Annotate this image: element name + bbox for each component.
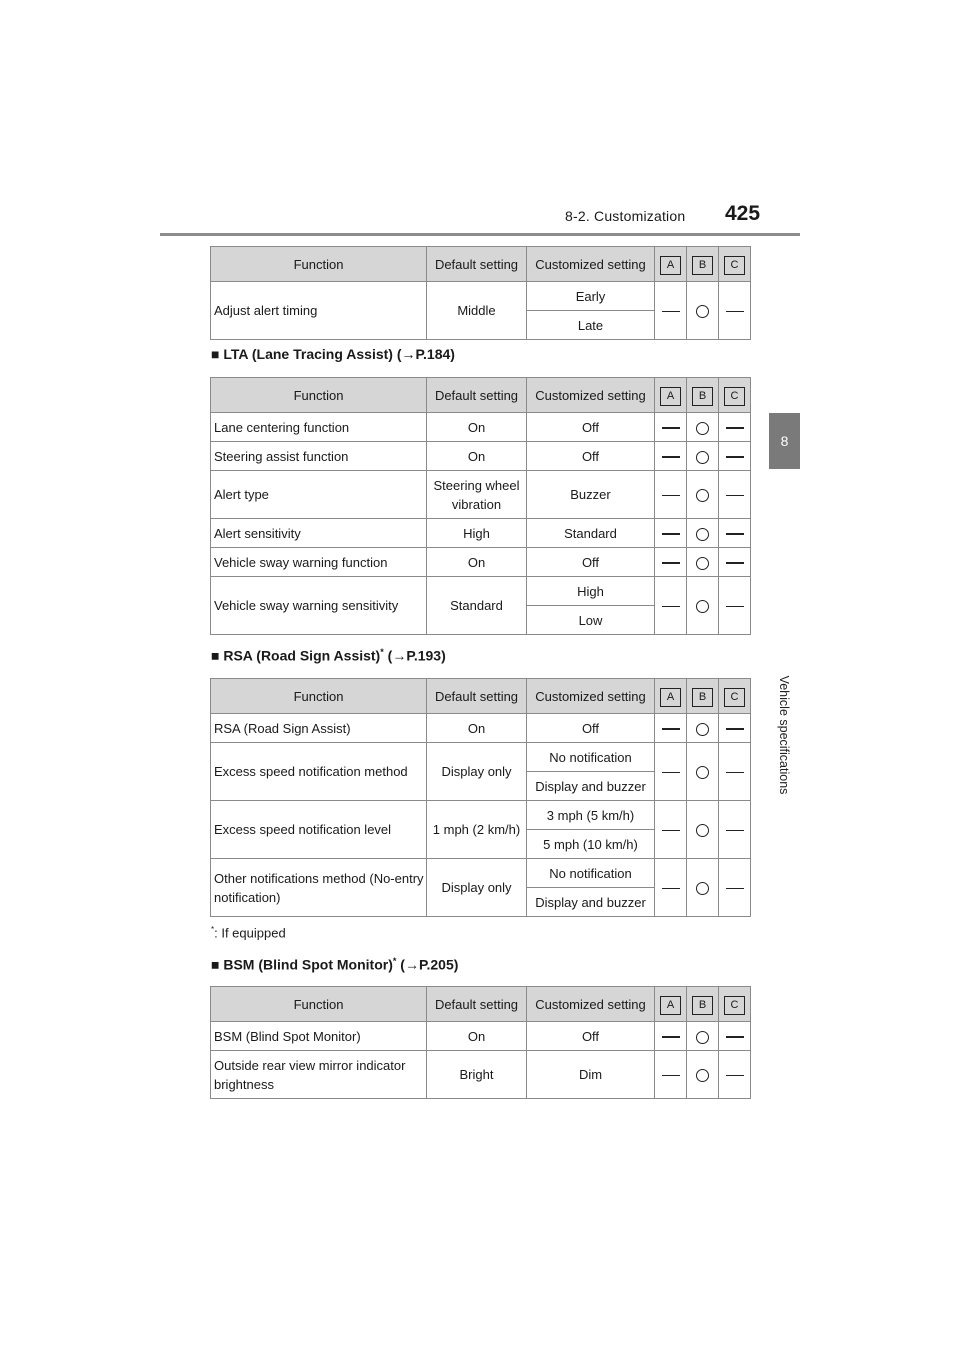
dash-mark-icon (662, 562, 680, 563)
function-cell: Alert type (211, 471, 427, 519)
function-cell: Lane centering function (211, 413, 427, 442)
footnote-marker: * (380, 647, 384, 657)
table-bsm (210, 986, 751, 1099)
dash-mark-icon (726, 1075, 744, 1076)
table-lta (210, 377, 751, 635)
default-cell: Steering wheel vibration (427, 471, 527, 519)
dash-mark-icon (662, 728, 680, 729)
default-cell: On (427, 714, 527, 743)
option-cell: Off (527, 413, 655, 442)
option-cell: No notification (527, 859, 655, 888)
circle-mark-icon (696, 600, 709, 613)
rsa-heading-text: RSA (Road Sign Assist) (223, 647, 381, 664)
applicability-b-cell (687, 282, 719, 340)
col-c-box: C (724, 387, 745, 406)
col-c-header (719, 247, 751, 282)
table-row (211, 801, 751, 830)
option-cell: Off (527, 548, 655, 577)
bsm-heading: ■ BSM (Blind Spot Monitor)* (→P.205) (211, 956, 459, 973)
dash-mark-icon (726, 728, 744, 729)
lta-page-ref[interactable]: P.184) (415, 346, 455, 362)
option-cell: 5 mph (10 km/h) (527, 830, 655, 859)
col-c-header (719, 987, 751, 1022)
table-row (211, 1051, 751, 1099)
applicability-a-cell (655, 859, 687, 917)
col-function-header: Function (211, 987, 427, 1022)
col-b-header (687, 987, 719, 1022)
bsm-page-ref[interactable]: P.205) (418, 956, 459, 973)
circle-mark-icon (696, 451, 709, 464)
dash-mark-icon (662, 495, 680, 496)
option-cell: Off (527, 442, 655, 471)
square-bullet-icon: ■ (211, 647, 220, 664)
square-bullet-icon: ■ (211, 956, 220, 973)
applicability-a-cell (655, 282, 687, 340)
dash-mark-icon (662, 606, 680, 607)
col-default-header: Default setting (427, 679, 527, 714)
option-cell: Buzzer (527, 471, 655, 519)
default-cell: Bright (427, 1051, 527, 1099)
applicability-a-cell (655, 577, 687, 635)
applicability-b-cell (687, 801, 719, 859)
footnote (211, 925, 286, 940)
footnote-marker: * (211, 925, 215, 934)
dash-mark-icon (726, 562, 744, 563)
col-function-header: Function (211, 679, 427, 714)
col-a-header (655, 247, 687, 282)
rsa-page-ref[interactable]: P.193) (406, 647, 446, 664)
applicability-b-cell (687, 714, 719, 743)
footnote-text: : If equipped (214, 925, 286, 941)
function-cell: RSA (Road Sign Assist) (211, 714, 427, 743)
dash-mark-icon (726, 1036, 744, 1037)
table-header (211, 679, 751, 714)
section-tab (769, 413, 800, 469)
arrow-right-icon: → (392, 647, 407, 664)
applicability-c-cell (719, 471, 751, 519)
function-cell: Outside rear view mirror indicator brightness (211, 1051, 427, 1099)
applicability-c-cell (719, 548, 751, 577)
table-header (211, 378, 751, 413)
applicability-b-cell (687, 519, 719, 548)
table-row (211, 577, 751, 606)
dash-mark-icon (726, 533, 744, 534)
applicability-b-cell (687, 743, 719, 801)
function-cell: Steering assist function (211, 442, 427, 471)
table-row (211, 413, 751, 442)
table-row (211, 859, 751, 888)
dash-mark-icon (726, 311, 744, 312)
dash-mark-icon (662, 888, 680, 889)
circle-mark-icon (696, 1069, 709, 1082)
dash-mark-icon (662, 427, 680, 428)
applicability-c-cell (719, 1051, 751, 1099)
option-cell: Early (527, 282, 655, 311)
option-cell: Off (527, 714, 655, 743)
applicability-b-cell (687, 577, 719, 635)
applicability-a-cell (655, 801, 687, 859)
circle-mark-icon (696, 1031, 709, 1044)
table-header-row (211, 247, 751, 282)
col-default-header: Default setting (427, 378, 527, 413)
table-row (211, 519, 751, 548)
table-header (211, 247, 751, 282)
col-a-box: A (660, 256, 681, 275)
function-cell: Other notifications method (No-entry notification) (211, 859, 427, 917)
col-customized-header: Customized setting (527, 378, 655, 413)
option-cell: Display and buzzer (527, 772, 655, 801)
header-rule (160, 233, 800, 236)
function-cell: BSM (Blind Spot Monitor) (211, 1022, 427, 1051)
applicability-a-cell (655, 1022, 687, 1051)
col-c-box: C (724, 996, 745, 1015)
table-row (211, 548, 751, 577)
col-b-box: B (692, 387, 713, 406)
applicability-b-cell (687, 413, 719, 442)
col-function-header: Function (211, 378, 427, 413)
applicability-c-cell (719, 442, 751, 471)
lta-heading-text: LTA (Lane Tracing Assist) ( (223, 346, 402, 362)
dash-mark-icon (662, 456, 680, 457)
applicability-c-cell (719, 519, 751, 548)
option-cell: High (527, 577, 655, 606)
dash-mark-icon (662, 311, 680, 312)
default-cell: 1 mph (2 km/h) (427, 801, 527, 859)
circle-mark-icon (696, 824, 709, 837)
table-row (211, 714, 751, 743)
applicability-a-cell (655, 519, 687, 548)
default-cell: Display only (427, 743, 527, 801)
option-cell: Dim (527, 1051, 655, 1099)
col-b-header (687, 378, 719, 413)
dash-mark-icon (726, 495, 744, 496)
arrow-right-icon: → (404, 956, 419, 973)
rsa-heading: ■ RSA (Road Sign Assist)* (→P.193) (211, 647, 446, 664)
default-cell: On (427, 413, 527, 442)
col-customized-header: Customized setting (527, 987, 655, 1022)
table-header-row (211, 987, 751, 1022)
circle-mark-icon (696, 557, 709, 570)
circle-mark-icon (696, 882, 709, 895)
applicability-a-cell (655, 548, 687, 577)
applicability-c-cell (719, 413, 751, 442)
option-cell: Standard (527, 519, 655, 548)
applicability-a-cell (655, 1051, 687, 1099)
circle-mark-icon (696, 528, 709, 541)
col-b-box: B (692, 688, 713, 707)
col-c-box: C (724, 256, 745, 275)
col-function-header: Function (211, 247, 427, 282)
dash-mark-icon (662, 772, 680, 773)
dash-mark-icon (726, 772, 744, 773)
footnote-marker: * (392, 956, 397, 966)
col-default-header: Default setting (427, 987, 527, 1022)
default-cell: On (427, 548, 527, 577)
dash-mark-icon (726, 830, 744, 831)
function-cell: Vehicle sway warning sensitivity (211, 577, 427, 635)
col-customized-header: Customized setting (527, 679, 655, 714)
col-default-header: Default setting (427, 247, 527, 282)
dash-mark-icon (662, 1075, 680, 1076)
col-a-header (655, 378, 687, 413)
applicability-b-cell (687, 1022, 719, 1051)
col-c-box: C (724, 688, 745, 707)
col-a-box: A (660, 387, 681, 406)
applicability-b-cell (687, 548, 719, 577)
square-bullet-icon: ■ (211, 346, 220, 362)
default-cell: On (427, 442, 527, 471)
col-c-header (719, 378, 751, 413)
circle-mark-icon (696, 766, 709, 779)
table-row (211, 442, 751, 471)
col-a-header (655, 987, 687, 1022)
dash-mark-icon (726, 456, 744, 457)
col-b-header (687, 247, 719, 282)
circle-mark-icon (696, 489, 709, 502)
applicability-b-cell (687, 442, 719, 471)
option-cell: No notification (527, 743, 655, 772)
default-cell: On (427, 1022, 527, 1051)
section-tab-label: Vehicle specifications (777, 675, 791, 795)
table-row (211, 743, 751, 772)
default-cell: High (427, 519, 527, 548)
applicability-a-cell (655, 714, 687, 743)
function-cell: Excess speed notification method (211, 743, 427, 801)
circle-mark-icon (696, 305, 709, 318)
function-cell: Alert sensitivity (211, 519, 427, 548)
applicability-a-cell (655, 413, 687, 442)
col-customized-header: Customized setting (527, 247, 655, 282)
section-tab-number: 8 (780, 433, 789, 449)
applicability-a-cell (655, 442, 687, 471)
function-cell: Excess speed notification level (211, 801, 427, 859)
applicability-c-cell (719, 1022, 751, 1051)
col-b-header (687, 679, 719, 714)
applicability-a-cell (655, 471, 687, 519)
page-number: 425 (725, 202, 761, 225)
table-rsa (210, 678, 751, 917)
header-title: 8-2. Customization (565, 208, 686, 224)
default-cell: Standard (427, 577, 527, 635)
dash-mark-icon (726, 427, 744, 428)
table-alert-timing (210, 246, 751, 340)
applicability-a-cell (655, 743, 687, 801)
arrow-right-icon: → (401, 346, 416, 362)
col-b-box: B (692, 256, 713, 275)
applicability-b-cell (687, 859, 719, 917)
function-cell: Adjust alert timing (211, 282, 427, 340)
dash-mark-icon (662, 1036, 680, 1037)
circle-mark-icon (696, 723, 709, 736)
table-header-row (211, 679, 751, 714)
applicability-c-cell (719, 714, 751, 743)
table-header-row (211, 378, 751, 413)
applicability-b-cell (687, 471, 719, 519)
option-cell: Late (527, 311, 655, 340)
applicability-c-cell (719, 577, 751, 635)
applicability-c-cell (719, 743, 751, 801)
col-a-box: A (660, 996, 681, 1015)
default-cell: Display only (427, 859, 527, 917)
col-c-header (719, 679, 751, 714)
option-cell: Low (527, 606, 655, 635)
dash-mark-icon (662, 533, 680, 534)
table-header (211, 987, 751, 1022)
bsm-heading-text: BSM (Blind Spot Monitor) (223, 956, 393, 973)
lta-heading (211, 346, 455, 362)
applicability-c-cell (719, 859, 751, 917)
applicability-c-cell (719, 801, 751, 859)
option-cell: 3 mph (5 km/h) (527, 801, 655, 830)
table-row (211, 282, 751, 311)
table-row (211, 471, 751, 519)
dash-mark-icon (662, 830, 680, 831)
col-a-box: A (660, 688, 681, 707)
circle-mark-icon (696, 422, 709, 435)
option-cell: Display and buzzer (527, 888, 655, 917)
dash-mark-icon (726, 888, 744, 889)
dash-mark-icon (726, 606, 744, 607)
option-cell: Off (527, 1022, 655, 1051)
table-row (211, 1022, 751, 1051)
col-a-header (655, 679, 687, 714)
default-cell: Middle (427, 282, 527, 340)
col-b-box: B (692, 996, 713, 1015)
applicability-c-cell (719, 282, 751, 340)
applicability-b-cell (687, 1051, 719, 1099)
function-cell: Vehicle sway warning function (211, 548, 427, 577)
